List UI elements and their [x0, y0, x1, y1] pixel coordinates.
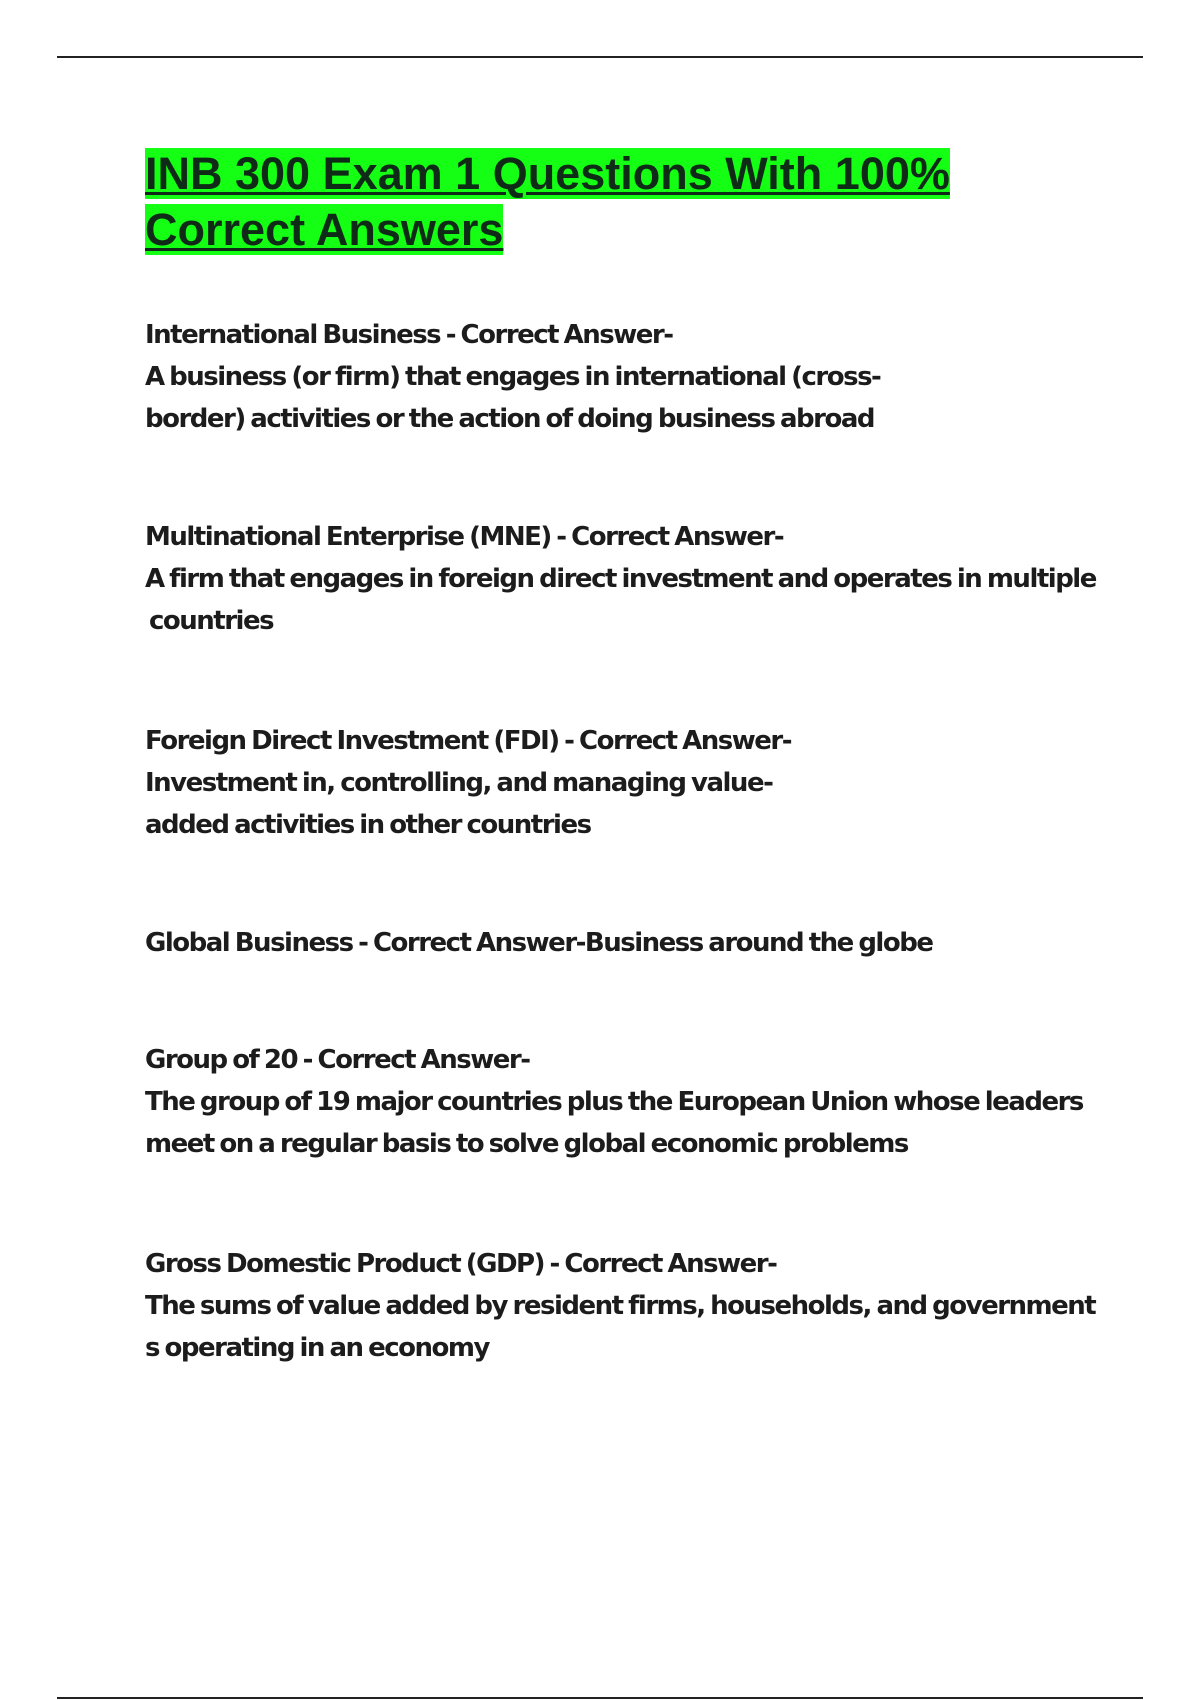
qa-term: Multinational Enterprise (MNE) - Correct Answer-: [145, 522, 784, 552]
qa-answer-line: border) activities or the action of doing business abroad: [145, 404, 874, 434]
qa-term: Group of 20 - Correct Answer-: [145, 1045, 530, 1075]
qa-answer-line: Investment in, controlling, and managing value-: [145, 768, 773, 798]
qa-answer-line: s operating in an economy: [145, 1333, 489, 1363]
qa-entry-international-business: [145, 314, 1105, 440]
page-title-line-2: Correct Answers: [145, 204, 504, 255]
qa-entry-group-of-20: [145, 1039, 1105, 1165]
qa-entry-gross-domestic-product: [145, 1243, 1105, 1369]
qa-term: Foreign Direct Investment (FDI) - Correct Answer-: [145, 726, 792, 756]
qa-answer-line: added activities in other countries: [145, 810, 591, 840]
qa-entry-multinational-enterprise: [145, 516, 1105, 642]
qa-term: International Business - Correct Answer-: [145, 320, 673, 350]
header-rule: [57, 56, 1143, 58]
page-title-line-1: INB 300 Exam 1 Questions With 100%: [145, 148, 950, 199]
qa-answer-line: The group of 19 major countries plus the European Union whose leaders: [145, 1087, 1083, 1117]
qa-entry-global-business: [145, 922, 1105, 964]
qa-term: Global Business - Correct Answer-Business around the globe: [145, 928, 933, 958]
qa-answer-line: A firm that engages in foreign direct investment and operates in multiple: [145, 564, 1096, 594]
qa-answer-line: meet on a regular basis to solve global economic problems: [145, 1129, 908, 1159]
qa-term: Gross Domestic Product (GDP) - Correct Answer-: [145, 1249, 777, 1279]
page-title: [145, 146, 950, 258]
qa-answer-line: A business (or firm) that engages in international (cross-: [145, 362, 881, 392]
footer-rule: [57, 1697, 1143, 1699]
qa-answer-line: countries: [149, 606, 274, 636]
qa-entry-foreign-direct-investment: [145, 720, 1105, 846]
qa-answer-line: The sums of value added by resident firms, households, and government: [145, 1291, 1096, 1321]
